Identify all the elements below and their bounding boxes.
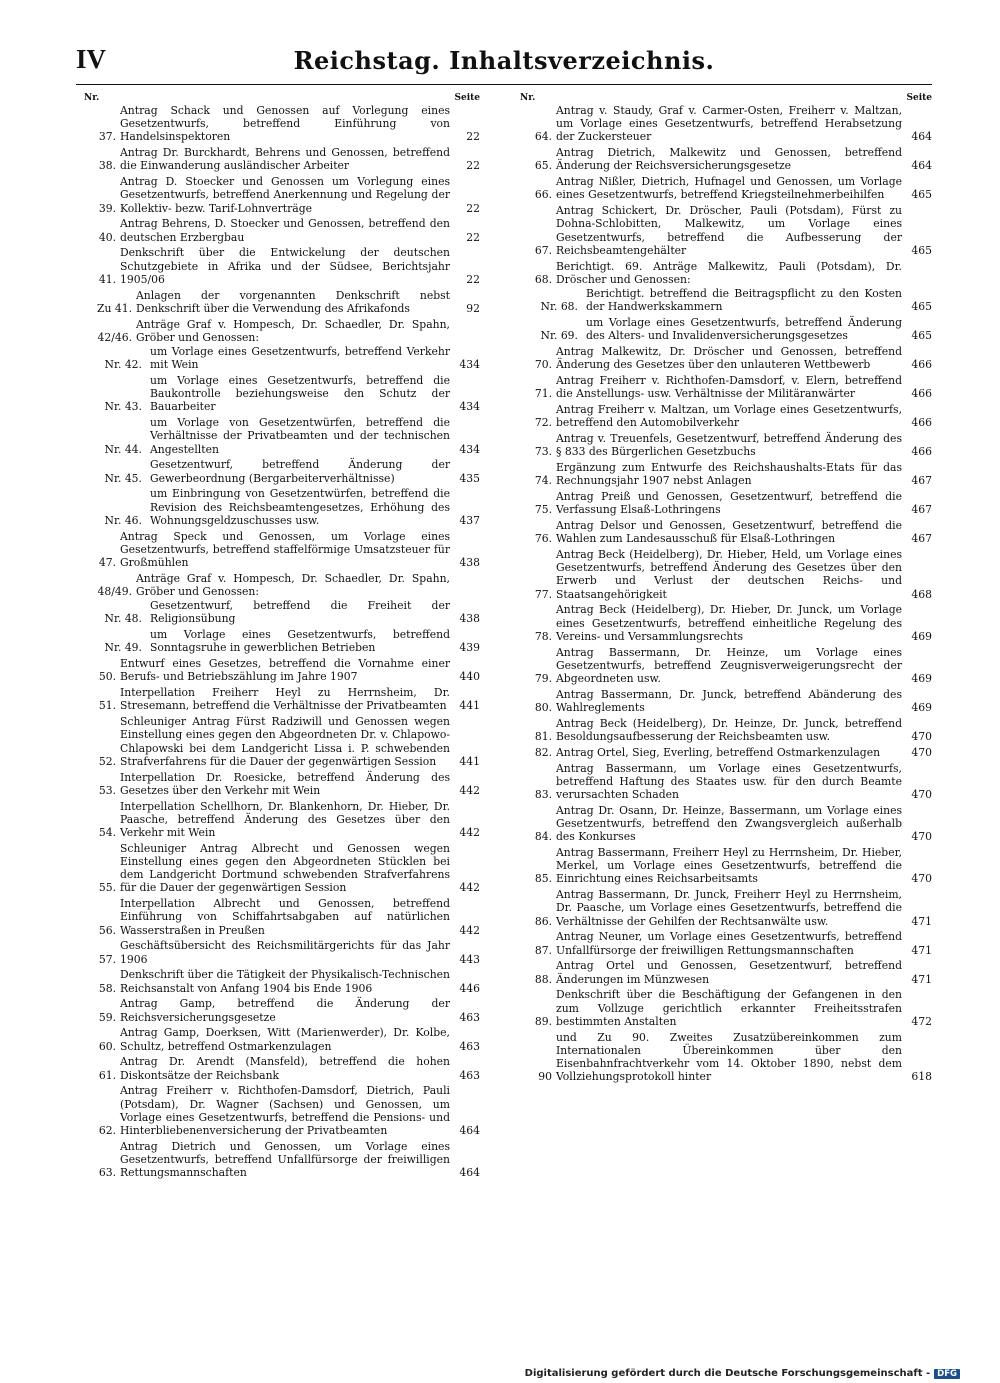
entry-text: Anlagen der vorgenannten Denkschrift nebst Denkschrift über die Verwendung des Afrikafonds: [136, 288, 450, 315]
right-column: [520, 92, 932, 1086]
page-column-label: Seite: [454, 93, 480, 103]
entry-page: 438: [459, 556, 480, 570]
entry-number: 85.: [534, 872, 552, 886]
entry-number: 41.: [98, 272, 116, 286]
entry-page: 469: [911, 629, 932, 643]
entry-text: Antrag Beck (Heidelberg), Dr. Hieber, Dr. Junck, um Vorlage eines Gesetzentwurfs, betreffend einheitliche Regelung des Vereins- und Versammlungsrechts: [556, 603, 902, 643]
entry-number: 76.: [534, 532, 552, 546]
entry-number: Nr. 42.: [104, 358, 142, 372]
entry-number: Zu 41.: [96, 301, 132, 315]
entry-text: Antrag Bassermann, Dr. Junck, betreffend Abänderung des Wahlreglements: [556, 687, 902, 715]
toc-entry: [84, 897, 480, 937]
entry-text: Antrag Schack und Genossen auf Vorlegung eines Gesetzentwurfs, betreffend Einführung von Handelsinspektoren: [120, 104, 450, 144]
entry-number: 54.: [98, 826, 116, 840]
entry-text: Antrag Gamp, betreffend die Änderung der Reichsversicherungsgesetze: [120, 997, 450, 1024]
entry-number: 81.: [534, 730, 552, 744]
toc-entry: [520, 146, 932, 172]
toc-entry: [520, 490, 932, 516]
toc-entry: [520, 316, 932, 342]
toc-entry: [520, 204, 932, 257]
entry-number: 83.: [534, 788, 552, 802]
entry-number: 89.: [534, 1014, 552, 1028]
entry-number: 87.: [534, 943, 552, 957]
entry-text: um Vorlage eines Gesetzentwurfs, betreffend Änderung des Alters- und Invalidenversicherungsgesetzes: [586, 316, 902, 343]
toc-entry: [84, 800, 480, 840]
left-column-header: [84, 92, 480, 104]
entry-page: 441: [459, 699, 480, 713]
entry-page: 22: [466, 230, 480, 244]
toc-entry: [84, 1055, 480, 1081]
toc-entry: [520, 959, 932, 985]
toc-entry: [520, 930, 932, 956]
entry-number: 57.: [98, 952, 116, 966]
entry-page: 465: [911, 188, 932, 202]
entry-page: 464: [459, 1124, 480, 1138]
toc-entry: [520, 888, 932, 928]
entry-number: 42/46.: [97, 330, 132, 344]
entry-number: 66.: [534, 188, 552, 202]
page-title: Reichstag. Inhaltsverzeichnis.: [293, 46, 715, 75]
entry-text: Interpellation Dr. Roesicke, betreffend Änderung des Gesetzes über den Verkehr mit Wein: [120, 770, 450, 797]
entry-page: 446: [459, 981, 480, 995]
entry-number: 50.: [98, 670, 116, 684]
entry-text: Antrag v. Staudy, Graf v. Carmer-Osten, Freiherr v. Maltzan, um Vorlage eines Gesetzentwurfs, betreffend Herabsetzung der Zuckersteuer: [556, 104, 902, 144]
entry-number: 80.: [534, 701, 552, 715]
entry-page: 464: [911, 130, 932, 144]
entry-page: 466: [911, 416, 932, 430]
toc-entry: [84, 104, 480, 144]
entry-page: 467: [911, 474, 932, 488]
entry-text: Antrag Dietrich und Genossen, um Vorlage eines Gesetzentwurfs, betreffend Unfallfürsorge der freiwilligen Rettungsmannschaften: [120, 1139, 450, 1180]
entry-number: 84.: [534, 830, 552, 844]
toc-entry: [84, 997, 480, 1023]
toc-entry: [84, 686, 480, 712]
entry-page: 442: [459, 923, 480, 937]
entry-number: 59.: [98, 1010, 116, 1024]
entry-number: Nr. 69.: [540, 329, 578, 343]
entry-number: 70.: [534, 358, 552, 372]
toc-entry: [84, 458, 480, 484]
entry-page: 441: [459, 754, 480, 768]
entry-text: Berichtigt. betreffend die Beitragspflicht zu den Kosten der Handwerkskammern: [586, 287, 902, 314]
toc-entry: [84, 374, 480, 414]
toc-entry: [520, 175, 932, 201]
entry-page: 463: [459, 1039, 480, 1053]
entry-number: Nr. 44.: [104, 442, 142, 456]
entry-page: 467: [911, 503, 932, 517]
entry-number: 40.: [98, 230, 116, 244]
entry-text: Denkschrift über die Tätigkeit der Physikalisch-Technischen Reichsanstalt von Anfang 1904 bis Ende 1906: [120, 968, 450, 995]
page-column-label: Seite: [906, 93, 932, 103]
toc-entry: [84, 175, 480, 215]
page-header: [76, 44, 932, 85]
entry-page: 466: [911, 358, 932, 372]
entry-text: Antrag Freiherr v. Richthofen-Damsdorf, v. Elern, betreffend die Anstellungs- usw. Verhältnisse der Militäranwärter: [556, 374, 902, 401]
entry-text: um Vorlage eines Gesetzentwurfs, betreffend Sonntagsruhe in gewerblichen Betrieben: [150, 628, 450, 655]
entry-page: 465: [911, 243, 932, 257]
entry-number: 67.: [534, 243, 552, 257]
entry-text: Antrag Bassermann, Freiherr Heyl zu Herrnsheim, Dr. Hieber, Merkel, um Vorlage eines Gesetzentwurfs, betreffend die Einrichtung eines Reichsarbeitsamts: [556, 846, 902, 886]
toc-entry: [520, 717, 932, 743]
toc-entry: [84, 246, 480, 286]
entry-number: 39.: [98, 201, 116, 215]
entry-text: Denkschrift über die Beschäftigung der Gefangenen in den zum Vollzuge gerichtlich erkannter Freiheitsstrafen bestimmten Anstalten: [556, 988, 902, 1028]
entry-number: 58.: [98, 981, 116, 995]
entry-text: Interpellation Albrecht und Genossen, betreffend Einführung von Schiffahrtsabgaben auf natürlichen Wasserstraßen in Preußen: [120, 897, 450, 937]
entry-number: 55.: [98, 881, 116, 895]
entry-page: 443: [459, 952, 480, 966]
entry-page: 22: [466, 130, 480, 144]
entry-page: 438: [459, 612, 480, 626]
toc-entry: [84, 530, 480, 570]
toc-entry: [520, 260, 932, 286]
entry-number: Nr. 46.: [104, 513, 142, 527]
entry-text: Ergänzung zum Entwurfe des Reichshaushalts-Etats für das Rechnungsjahr 1907 nebst Anlagen: [556, 461, 902, 488]
entry-page: 435: [459, 471, 480, 485]
entry-number: 53.: [98, 783, 116, 797]
entry-text: Anträge Graf v. Hompesch, Dr. Schaedler, Dr. Spahn, Gröber und Genossen:: [136, 571, 450, 599]
entry-text: um Vorlage von Gesetzentwürfen, betreffend die Verhältnisse der Privatbeamten und der technischen Angestellten: [150, 416, 450, 456]
toc-entry: [84, 1140, 480, 1180]
entry-page: 470: [911, 872, 932, 886]
toc-entry: [84, 657, 480, 683]
entry-number: 63.: [98, 1166, 116, 1180]
toc-entry: [520, 432, 932, 458]
page-number: IV: [76, 44, 107, 74]
entry-text: Antrag v. Treuenfels, Gesetzentwurf, betreffend Änderung des § 833 des Bürgerlichen Gesetzbuchs: [556, 432, 902, 459]
entry-text: um Vorlage eines Gesetzentwurfs, betreffend Verkehr mit Wein: [150, 345, 450, 372]
entry-page: 466: [911, 445, 932, 459]
entry-number: 90: [538, 1070, 552, 1084]
right-column-header: [520, 92, 932, 104]
footer-credit: [525, 1368, 960, 1379]
entry-text: Entwurf eines Gesetzes, betreffend die Vornahme einer Berufs- und Betriebszählung im Jahre 1907: [120, 657, 450, 684]
entry-text: um Vorlage eines Gesetzentwurfs, betreffend die Baukontrolle beziehungsweise den Schutz der Bauarbeiter: [150, 374, 450, 414]
entry-page: 437: [459, 513, 480, 527]
entry-page: 434: [459, 442, 480, 456]
entry-text: Interpellation Freiherr Heyl zu Herrnsheim, Dr. Stresemann, betreffend die Verhältnisse der Privatbeamten: [120, 686, 450, 713]
toc-entry: [84, 487, 480, 527]
entry-page: 464: [459, 1166, 480, 1180]
toc-entry: [520, 403, 932, 429]
entry-page: 442: [459, 881, 480, 895]
toc-entry: [84, 771, 480, 797]
entry-number: Nr. 45.: [104, 471, 142, 485]
entry-text: Antrag Dr. Arendt (Mansfeld), betreffend die hohen Diskontsätze der Reichsbank: [120, 1055, 450, 1082]
toc-entry: [520, 846, 932, 886]
toc-entry: [520, 548, 932, 601]
entry-text: Antrag Dr. Burckhardt, Behrens und Genossen, betreffend die Einwanderung ausländischer Arbeiter: [120, 146, 450, 173]
entry-number: 72.: [534, 416, 552, 430]
toc-entry: [84, 599, 480, 625]
entry-text: um Einbringung von Gesetzentwürfen, betreffend die Revision des Reichsbeamtengesetzes, Erhöhung des Wohnungsgeldzuschusses usw.: [150, 487, 450, 527]
entry-number: 47.: [98, 556, 116, 570]
toc-entry: [84, 1026, 480, 1052]
toc-entry: [84, 572, 480, 598]
toc-entry: [520, 519, 932, 545]
entry-page: 465: [911, 329, 932, 343]
entry-page: 471: [911, 943, 932, 957]
toc-entry: [520, 688, 932, 714]
entry-page: 469: [911, 701, 932, 715]
entry-page: 22: [466, 272, 480, 286]
entry-page: 471: [911, 914, 932, 928]
entry-number: 48/49.: [97, 585, 132, 599]
entry-text: Gesetzentwurf, betreffend Änderung der Gewerbeordnung (Bergarbeiterverhältnisse): [150, 458, 450, 485]
entry-text: Antrag Gamp, Doerksen, Witt (Marienwerder), Dr. Kolbe, Schultz, betreffend Ostmarkenzulagen: [120, 1026, 450, 1053]
entry-number: 74.: [534, 474, 552, 488]
entry-number: 64.: [534, 130, 552, 144]
entry-text: Antrag Ortel, Sieg, Everling, betreffend Ostmarkenzulagen: [556, 745, 881, 759]
entry-number: 62.: [98, 1124, 116, 1138]
entry-page: 471: [911, 972, 932, 986]
entry-text: Antrag Bassermann, Dr. Junck, Freiherr Heyl zu Herrnsheim, Dr. Paasche, um Vorlage eines Gesetzentwurfs, betreffend die Verhältnisse der Gehilfen der Rechtsanwälte usw.: [556, 888, 902, 928]
entry-text: Antrag Beck (Heidelberg), Dr. Heinze, Dr. Junck, betreffend Besoldungsaufbesserung der Reichsbeamten usw.: [556, 716, 902, 744]
toc-entry: [84, 939, 480, 965]
entry-page: 464: [911, 159, 932, 173]
entry-text: Schleuniger Antrag Albrecht und Genossen wegen Einstellung eines gegen den Abgeordneten Stücklen bei dem Landgericht Dortmund schwebenden Strafverfahrens für die Dauer der gegenwärtigen Session: [120, 841, 450, 895]
toc-entry: [84, 1084, 480, 1137]
entry-page: 618: [911, 1070, 932, 1084]
dfg-logo: DFG: [934, 1369, 960, 1379]
entry-text: Antrag Speck und Genossen, um Vorlage eines Gesetzentwurfs, betreffend staffelförmige Umsatzsteuer für Großmühlen: [120, 529, 450, 570]
entry-text: Antrag Ortel und Genossen, Gesetzentwurf, betreffend Änderungen im Münzwesen: [556, 959, 902, 986]
entry-page: 470: [911, 745, 932, 759]
toc-entry: [84, 416, 480, 456]
entry-number: 52.: [98, 754, 116, 768]
toc-entry: [520, 104, 932, 144]
entry-text: Interpellation Schellhorn, Dr. Blankenhorn, Dr. Hieber, Dr. Paasche, betreffend Änderung des Gesetzes über den Verkehr mit Wein: [120, 799, 450, 840]
entry-text: Antrag Dr. Osann, Dr. Heinze, Bassermann, um Vorlage eines Gesetzentwurfs, betreffend den Zwangsvergleich außerhalb des Konkurses: [556, 803, 902, 844]
entry-text: Antrag Preiß und Genossen, Gesetzentwurf, betreffend die Verfassung Elsaß-Lothringens: [556, 490, 902, 517]
entry-number: 78.: [534, 629, 552, 643]
toc-entry: [520, 287, 932, 313]
entry-number: 68.: [534, 272, 552, 286]
toc-entry: [84, 715, 480, 768]
entry-page: 463: [459, 1068, 480, 1082]
entry-text: Geschäftsübersicht des Reichsmilitärgerichts für das Jahr 1906: [120, 939, 450, 966]
toc-entry: [520, 804, 932, 844]
toc-entry: [84, 289, 480, 315]
toc-entry: [520, 603, 932, 643]
entry-text: Berichtigt. 69. Anträge Malkewitz, Pauli (Potsdam), Dr. Dröscher und Genossen:: [556, 259, 902, 286]
entry-text: Antrag Freiherr v. Richthofen-Damsdorf, Dietrich, Pauli (Potsdam), Dr. Wagner (Sachsen) und Genossen, um Vorlage eines Gesetzentwurfs, betreffend die Pensions- und Hinterbliebenenversicherung der Privatbeamten: [120, 1084, 450, 1138]
toc-entry: [520, 646, 932, 686]
entry-number: 86.: [534, 914, 552, 928]
entry-number: 38.: [98, 159, 116, 173]
toc-entry: [84, 628, 480, 654]
entry-page: 22: [466, 201, 480, 215]
entry-text: und Zu 90. Zweites Zusatzübereinkommen zum Internationalen Übereinkommen über den Eisenbahnfrachtverkehr vom 14. Oktober 1890, nebst dem Vollziehungsprotokoll hinter: [556, 1030, 902, 1084]
entry-text: Antrag Bassermann, um Vorlage eines Gesetzentwurfs, betreffend Haftung des Staates usw. für den durch Beamte verursachten Schaden: [556, 761, 902, 802]
entry-number: 75.: [534, 503, 552, 517]
entry-number: 77.: [534, 587, 552, 601]
entry-number: 71.: [534, 387, 552, 401]
entry-page: 440: [459, 670, 480, 684]
toc-entry: [84, 217, 480, 243]
entry-page: 470: [911, 830, 932, 844]
entry-text: Antrag Schickert, Dr. Dröscher, Pauli (Potsdam), Fürst zu Dohna-Schlobitten, Malkewitz, um Vorlage eines Gesetzentwurfs, betreffend die Aufbesserung der Reichsbeamtengehälter: [556, 204, 902, 257]
toc-entry: [520, 746, 932, 759]
toc-entry: [520, 461, 932, 487]
entry-number: Nr. 43.: [104, 400, 142, 414]
entry-page: 442: [459, 826, 480, 840]
entry-page: 470: [911, 788, 932, 802]
entry-page: 470: [911, 730, 932, 744]
entry-number: 65.: [534, 159, 552, 173]
number-column-label: Nr.: [84, 93, 100, 103]
entry-page: 434: [459, 358, 480, 372]
entry-page: 22: [466, 159, 480, 173]
toc-entry: [520, 988, 932, 1028]
entry-number: 56.: [98, 923, 116, 937]
entry-page: 434: [459, 400, 480, 414]
entry-page: 92: [466, 301, 480, 315]
entry-number: 61.: [98, 1068, 116, 1082]
entry-number: 73.: [534, 445, 552, 459]
entry-number: 60.: [98, 1039, 116, 1053]
footer-text: Digitalisierung gefördert durch die Deutsche Forschungsgemeinschaft -: [524, 1368, 931, 1379]
left-column: [84, 92, 480, 1182]
entry-text: Antrag Dietrich, Malkewitz und Genossen, betreffend Änderung der Reichsversicherungsgesetze: [556, 146, 902, 173]
entry-text: Anträge Graf v. Hompesch, Dr. Schaedler, Dr. Spahn, Gröber und Genossen:: [136, 317, 450, 344]
entry-text: Schleuniger Antrag Fürst Radziwill und Genossen wegen Einstellung eines gegen den Abgeordneten Dr. v. Chlapowo-Chlapowski bei dem Landgericht Lissa i. P. schwebenden Strafverfahrens für die Dauer der gegenwärtigen Session: [120, 715, 450, 768]
entry-number: 82.: [534, 745, 552, 759]
entry-text: Antrag Nißler, Dietrich, Hufnagel und Genossen, um Vorlage eines Gesetzentwurfs, betreffend Kriegsteilnehmerbeihilfen: [556, 175, 902, 202]
toc-entry: [84, 345, 480, 371]
entry-number: Nr. 49.: [104, 641, 142, 655]
entry-page: 468: [911, 587, 932, 601]
entry-number: Nr. 68.: [540, 300, 578, 314]
entry-page: 465: [911, 300, 932, 314]
toc-entry: [84, 968, 480, 994]
entry-page: 466: [911, 387, 932, 401]
toc-entry: [84, 842, 480, 895]
number-column-label: Nr.: [520, 93, 536, 103]
toc-entry: [520, 374, 932, 400]
entry-text: Antrag D. Stoecker und Genossen um Vorlegung eines Gesetzentwurfs, betreffend Anerkennung und Regelung der Kollektiv- bezw. Tarif-Lohnverträge: [120, 175, 450, 215]
entry-text: Antrag Malkewitz, Dr. Dröscher und Genossen, betreffend Änderung des Gesetzes über den unlauteren Wettbewerb: [556, 345, 902, 372]
left-entry-list: [84, 104, 480, 1179]
toc-entry: [520, 1031, 932, 1084]
toc-entry: [520, 762, 932, 802]
entry-number: 37.: [98, 130, 116, 144]
entry-text: Denkschrift über die Entwickelung der deutschen Schutzgebiete in Afrika und der Südsee, Berichtsjahr 1905/06: [120, 246, 450, 286]
right-entry-list: [520, 104, 932, 1083]
entry-page: 469: [911, 672, 932, 686]
toc-entry: [84, 318, 480, 344]
entry-text: Antrag Behrens, D. Stoecker und Genossen, betreffend den deutschen Erzbergbau: [120, 217, 450, 244]
entry-text: Antrag Freiherr v. Maltzan, um Vorlage eines Gesetzentwurfs, betreffend den Automobilverkehr: [556, 403, 902, 430]
entry-text: Gesetzentwurf, betreffend die Freiheit der Religionsübung: [150, 599, 450, 626]
entry-number: Nr. 48.: [104, 612, 142, 626]
toc-entry: [84, 146, 480, 172]
entry-number: 88.: [534, 972, 552, 986]
entry-number: 79.: [534, 672, 552, 686]
entry-page: 463: [459, 1010, 480, 1024]
entry-text: Antrag Neuner, um Vorlage eines Gesetzentwurfs, betreffend Unfallfürsorge der freiwilligen Rettungsmannschaften: [556, 930, 902, 957]
toc-entry: [520, 345, 932, 371]
entry-number: 51.: [98, 699, 116, 713]
entry-page: 442: [459, 783, 480, 797]
entry-page: 472: [911, 1014, 932, 1028]
entry-text: Antrag Beck (Heidelberg), Dr. Hieber, Held, um Vorlage eines Gesetzentwurfs, betreffend Änderung des Gesetzes über den Erwerb und Verlust der deutschen Reichs- und Staatsangehörigkeit: [556, 548, 902, 601]
entry-text: Antrag Bassermann, Dr. Heinze, um Vorlage eines Gesetzentwurfs, betreffend Zeugnisverweigerungsrecht der Abgeordneten usw.: [556, 645, 902, 686]
entry-page: 439: [459, 641, 480, 655]
entry-text: Antrag Delsor und Genossen, Gesetzentwurf, betreffend die Wahlen zum Landesausschuß für Elsaß-Lothringen: [556, 519, 902, 546]
entry-page: 467: [911, 532, 932, 546]
